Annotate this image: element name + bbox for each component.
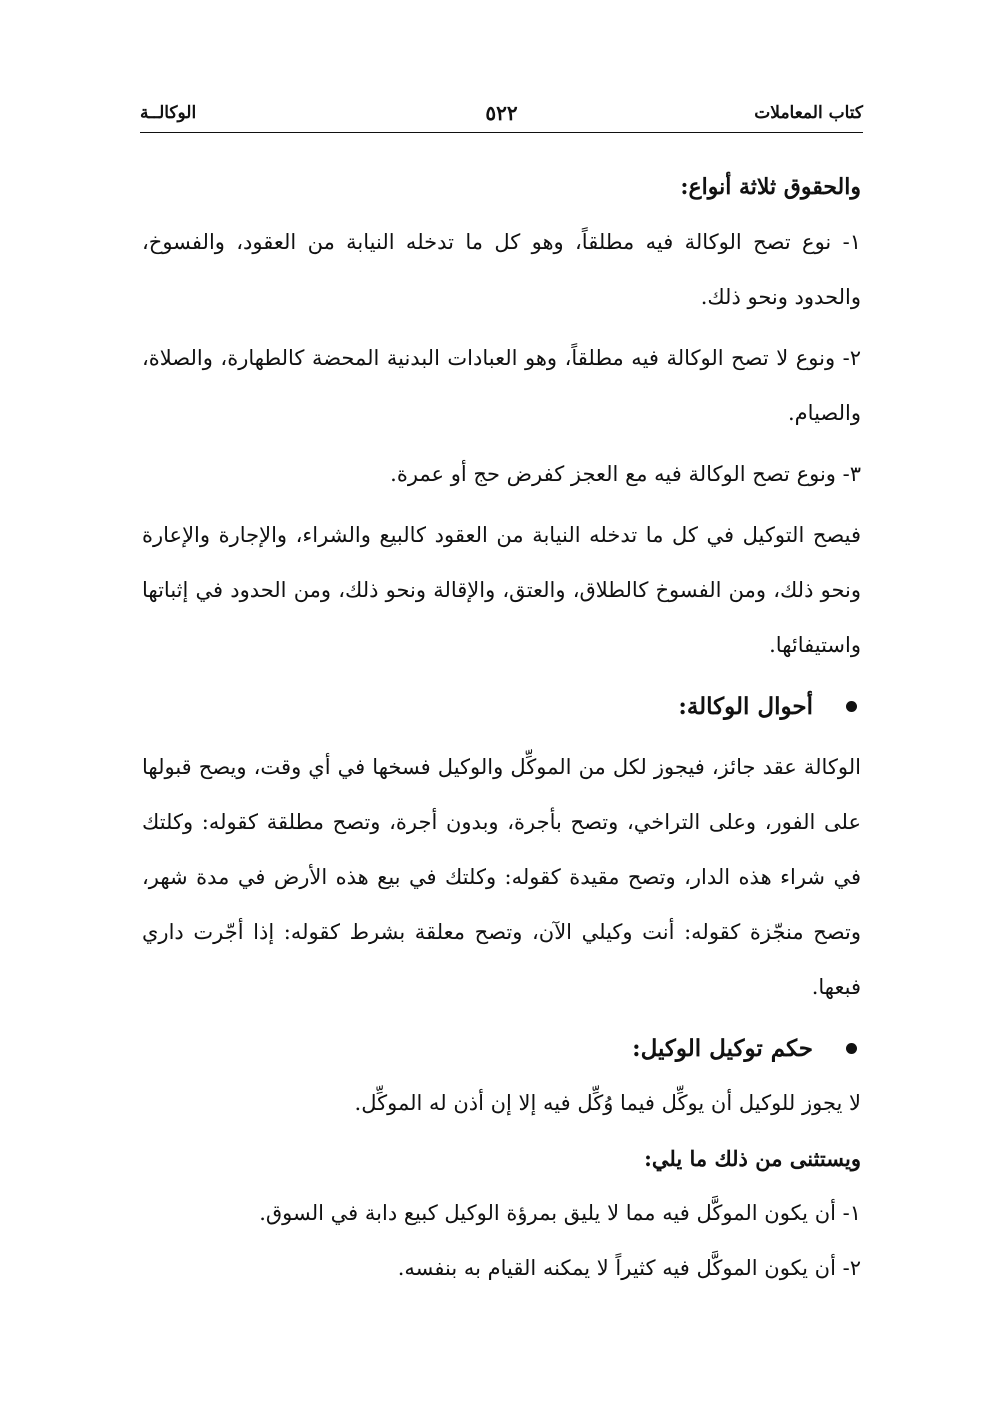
header-divider xyxy=(140,132,863,133)
book-title: كتاب المعاملات xyxy=(754,103,863,123)
list-item-type-2: ٢- ونوع لا تصح الوكالة فيه مطلقاً، وهو العبادات البدنية المحضة كالطهارة، والصلاة، والصيام. xyxy=(142,346,861,425)
tawkeel-paragraph: فيصح التوكيل في كل ما تدخله النيابة من العقود كالبيع والشراء، والإجارة والإعارة ونحو ذلك، ومن الفسوخ كالطلاق، والعتق، والإقالة ونحو ذلك، ومن الحدود في إثباتها واستيفائها. xyxy=(142,523,861,657)
section-heading-text: حكم توكيل الوكيل: xyxy=(632,1035,813,1062)
section-heading-ahwal xyxy=(142,679,861,734)
list-item-type-1: ١- نوع تصح الوكالة فيه مطلقاً، وهو كل ما تدخله النيابة من العقود، والفسوخ، والحدود ونحو ذلك. xyxy=(142,230,861,309)
list-item-type-3: ٣- ونوع تصح الوكالة فيه مع العجز كفرض حج أو عمرة. xyxy=(390,462,861,486)
bullet-icon xyxy=(846,701,857,712)
page-content xyxy=(142,160,861,1296)
exceptions-heading: ويستثنى من ذلك ما يلي: xyxy=(644,1146,861,1171)
chapter-title: الوكالــة xyxy=(140,103,197,123)
section-heading-text: أحوال الوكالة: xyxy=(678,693,813,720)
page-number: ٥٢٢ xyxy=(485,101,518,125)
ahwal-paragraph: الوكالة عقد جائز، فيجوز لكل من الموكِّل والوكيل فسخها في أي وقت، ويصح قبولها على الفور، وعلى التراخي، وتصح بأجرة، وبدون أجرة، وتصح مطلقة كقوله: وكلتك في شراء هذه الدار، وتصح مقيدة كقوله: وكلتك في بيع هذه الأرض في مدة شهر، وتصح منجّزة كقوله: أنت وكيلي الآن، وتصح معلقة بشرط كقوله: إذا أجّرت داري فبعها. xyxy=(142,755,861,999)
intro-heading: والحقوق ثلاثة أنواع: xyxy=(680,174,861,200)
hukm-paragraph: لا يجوز للوكيل أن يوكِّل فيما وُكِّل فيه إلا إن أذن له الموكِّل. xyxy=(354,1091,861,1115)
bullet-icon xyxy=(846,1043,857,1054)
list-item-exception-2: ٢- أن يكون الموكَّل فيه كثيراً لا يمكنه القيام به بنفسه. xyxy=(397,1256,861,1280)
list-item-exception-1: ١- أن يكون الموكَّل فيه مما لا يليق بمرؤة الوكيل كبيع دابة في السوق. xyxy=(259,1201,861,1225)
page-header xyxy=(140,103,863,133)
section-heading-hukm xyxy=(142,1021,861,1076)
